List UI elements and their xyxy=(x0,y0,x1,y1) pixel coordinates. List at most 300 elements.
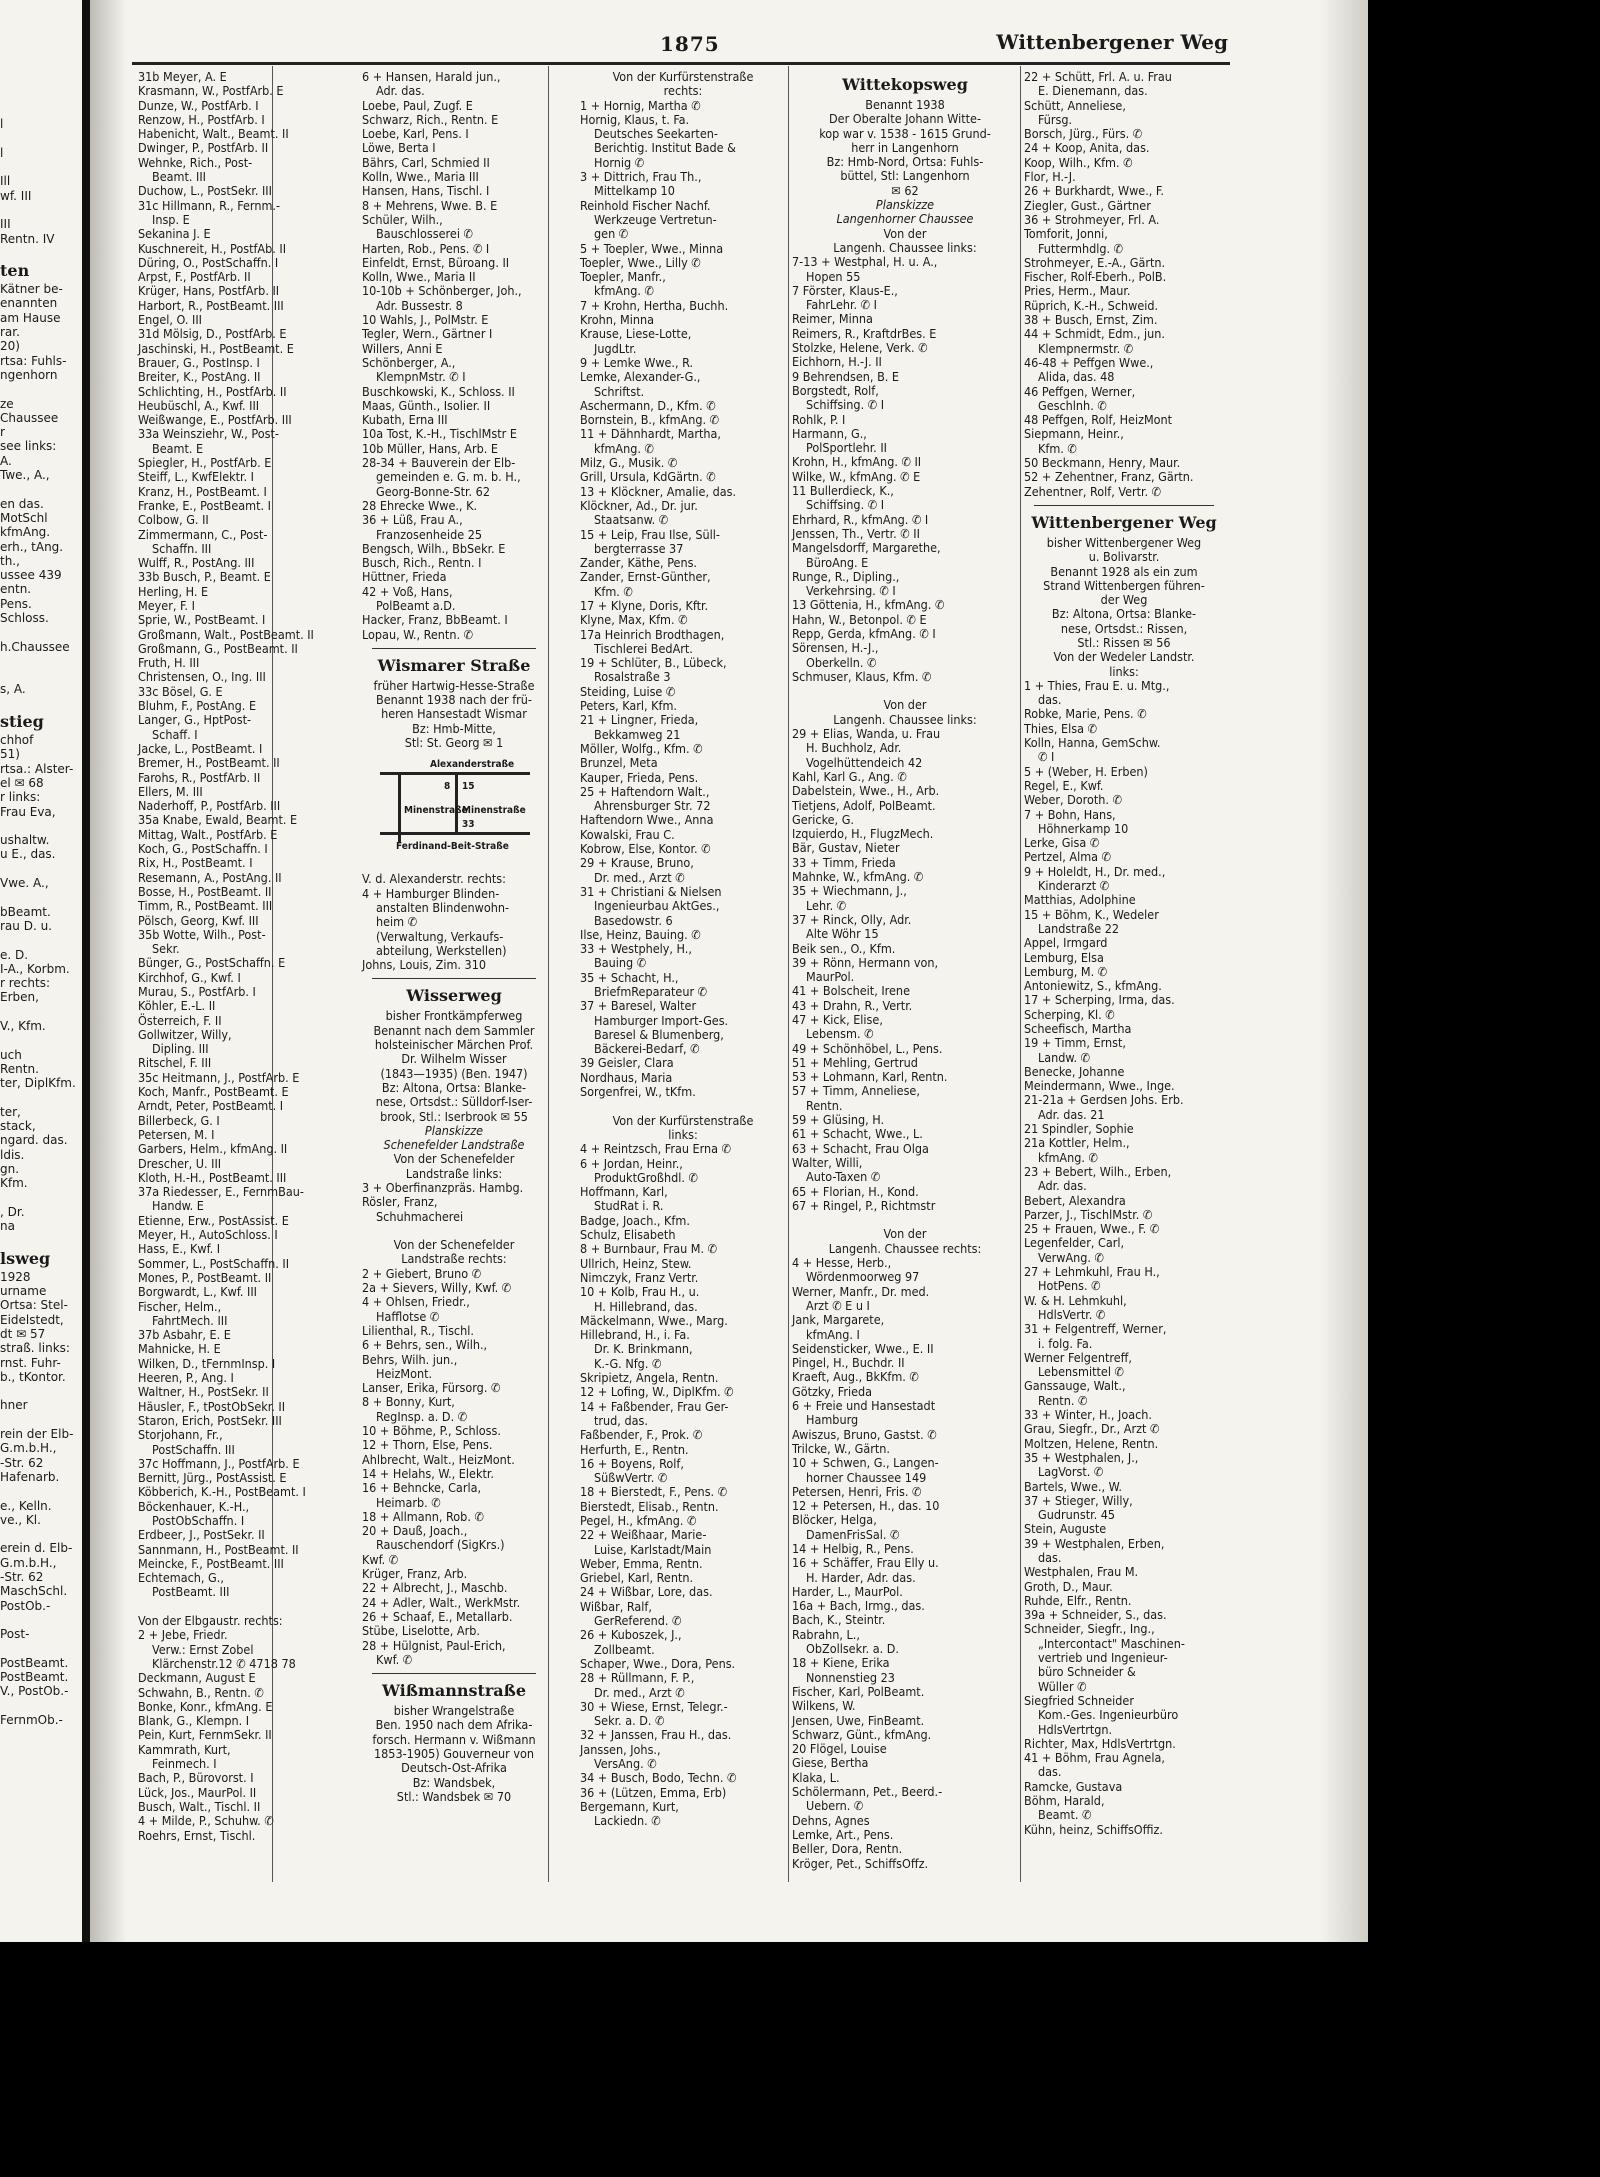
directory-entry: Zimmermann, C., Post- xyxy=(138,526,268,542)
intro-line: büttel, Stl: Langenhorn xyxy=(840,168,970,184)
entry-continuation: bergterrasse 37 xyxy=(594,540,684,556)
directory-entry: 25 + Frauen, Wwe., F. ✆ xyxy=(1024,1221,1160,1237)
directory-entry: Roehrs, Ernst, Tischl. xyxy=(138,1827,256,1843)
directory-entry: 16 + Behncke, Carla, xyxy=(362,1480,482,1496)
directory-entry: 28-34 + Bauverein der Elb- xyxy=(362,455,516,471)
directory-entry: Schwarz, Rich., Rentn. E xyxy=(362,111,499,127)
directory-entry: 24 + Adler, Walt., WerkMstr. xyxy=(362,1594,521,1610)
entry-continuation: Mittelkamp 10 xyxy=(594,183,675,199)
directory-entry: Heubüschl, A., Kwf. III xyxy=(138,397,260,413)
directory-entry: 10b Müller, Hans, Arb. E xyxy=(362,440,498,456)
directory-entry: Kirchhof, G., Kwf. I xyxy=(138,969,241,985)
intro-line: bisher Frontkämpferweg xyxy=(385,1008,523,1024)
directory-entry: 17 + Klyne, Doris, Kftr. xyxy=(580,597,709,613)
directory-entry: Wißbar, Ralf, xyxy=(580,1598,652,1614)
directory-entry: Stübe, Liselotte, Arb. xyxy=(362,1623,480,1639)
entry-continuation: PolBeamt a.D. xyxy=(376,597,456,613)
entry-continuation: Verw.: Ernst Zobel xyxy=(152,1641,254,1657)
section-label: Langenh. Chaussee links: xyxy=(833,711,977,727)
directory-entry: Colbow, G. II xyxy=(138,512,209,528)
entry-continuation: Insp. E xyxy=(152,211,190,227)
directory-entry: 43 + Drahn, R., Vertr. xyxy=(792,997,913,1013)
margin-fragment xyxy=(0,1484,82,1498)
margin-fragment: Pens. xyxy=(0,596,32,611)
directory-entry: Brunzel, Meta xyxy=(580,755,658,771)
directory-entry: Klaka, L. xyxy=(792,1769,840,1785)
margin-fragment: Rentn. IV xyxy=(0,231,55,246)
intro-line: Deutsch-Ost-Afrika xyxy=(401,1760,507,1776)
margin-fragment: bBeamt. xyxy=(0,904,51,919)
margin-fragment: th., xyxy=(0,553,20,568)
directory-entry: Wehnke, Rich., Post- xyxy=(138,154,253,170)
section-label: Langenh. Chaussee links: xyxy=(833,239,977,255)
entry-continuation: kfmAng. ✆ xyxy=(594,283,654,299)
column-2 xyxy=(362,70,546,1882)
directory-entry: Benecke, Johanne xyxy=(1024,1063,1125,1079)
column-5-entries xyxy=(1024,70,1224,499)
entry-continuation: kfmAng. ✆ xyxy=(1038,1149,1098,1165)
entry-continuation: RegInsp. a. D. ✆ xyxy=(376,1408,468,1424)
directory-entry: Timm, R., PostBeamt. III xyxy=(138,898,273,914)
directory-entry: Peters, Karl, Kfm. xyxy=(580,698,677,714)
directory-entry: Farohs, R., PostfArb. II xyxy=(138,769,261,785)
directory-entry: 10 + Kolb, Frau H., u. xyxy=(580,1284,700,1300)
directory-entry: 1 + Thies, Frau E. u. Mtg., xyxy=(1024,677,1170,693)
directory-entry: 41 + Bolscheit, Irene xyxy=(792,983,910,999)
margin-fragment xyxy=(0,1527,82,1541)
entry-continuation: Hafflotse ✆ xyxy=(376,1308,440,1324)
margin-fragment: b., tKontor. xyxy=(0,1369,66,1384)
directory-entry: 21a Kottler, Helm., xyxy=(1024,1135,1130,1151)
directory-entry: 14 + Faßbender, Frau Ger- xyxy=(580,1398,729,1414)
margin-fragment: Schloss. xyxy=(0,610,49,625)
directory-entry: W. & H. Lehmkuhl, xyxy=(1024,1292,1127,1308)
section-label: Von der Wedeler Landstr. xyxy=(1053,649,1195,665)
intro-line: Benannt 1928 als ein zum xyxy=(1050,563,1198,579)
entry-continuation: Ahrensburger Str. 72 xyxy=(594,798,711,814)
directory-entry: 3 + Oberfinanzpräs. Hambg. xyxy=(362,1180,524,1195)
street-heading-wismarer: Wismarer Straße xyxy=(377,655,531,675)
intro-line: heren Hansestadt Wismar xyxy=(381,706,527,722)
margin-fragment xyxy=(0,1191,82,1205)
entry-continuation: Staatsanw. ✆ xyxy=(594,512,669,528)
margin-fragment: PostBeamt. xyxy=(0,1670,69,1685)
wismarer-street-sketch xyxy=(370,756,538,866)
margin-fragment xyxy=(0,89,82,103)
intro-line: forsch. Hermann v. Wißmann xyxy=(372,1731,536,1747)
directory-entry: 35c Heitmann, J., PostfArb. E xyxy=(138,1069,300,1085)
directory-entry: Bernitt, Jürg., PostAssist. E xyxy=(138,1470,287,1486)
directory-entry: Tietjens, Adolf, PolBeamt. xyxy=(792,797,936,813)
directory-entry: Appel, Irmgard xyxy=(1024,935,1108,951)
margin-fragment xyxy=(0,482,82,496)
directory-entry: Maas, Günth., Isolier. II xyxy=(362,397,491,413)
directory-entry: 18 + Kiene, Erika xyxy=(792,1655,890,1671)
margin-fragment: ldis. xyxy=(0,1147,25,1162)
directory-entry: Harbort, R., PostBeamt. III xyxy=(138,297,284,313)
entry-continuation: Dr. med., Arzt ✆ xyxy=(594,1684,685,1700)
directory-entry: Johns, Louis, Zim. 310 xyxy=(362,957,487,973)
wismarer-entries xyxy=(362,872,546,972)
directory-entry: Fischer, Karl, PolBeamt. xyxy=(792,1683,925,1699)
directory-entry: Lerke, Gisa ✆ xyxy=(1024,835,1100,851)
directory-entry: Götzky, Frieda xyxy=(792,1383,873,1399)
entry-continuation: Auto-Taxen ✆ xyxy=(806,1169,881,1185)
page-shadow xyxy=(90,0,126,1942)
directory-entry: Mahnke, W., kfmAng. ✆ xyxy=(792,869,924,885)
directory-entry: 46-48 + Peffgen Wwe., xyxy=(1024,354,1154,370)
entry-continuation: H. Harder, Adr. das. xyxy=(806,1569,916,1585)
directory-entry: Loebe, Paul, Zugf. E xyxy=(362,97,473,113)
intro-line: Stl.: Wandsbek ✉ 70 xyxy=(396,1788,512,1804)
directory-entry: Schwarz, Günt., kfmAng. xyxy=(792,1726,932,1742)
directory-entry: 13 Göttenia, H., kfmAng. ✆ xyxy=(792,597,945,613)
directory-entry: 33 + Westphely, H., xyxy=(580,941,692,957)
directory-entry: Parzer, J., TischlMstr. ✆ xyxy=(1024,1206,1153,1222)
directory-entry: Bosse, H., PostBeamt. II xyxy=(138,883,272,899)
entry-continuation: Bauschlosserei ✆ xyxy=(376,226,473,242)
directory-entry: Arndt, Peter, PostBeamt. I xyxy=(138,1098,284,1114)
directory-entry: Kranz, H., PostBeamt. I xyxy=(138,483,267,499)
margin-fragment xyxy=(0,654,82,668)
street-heading-wisserweg: Wisserweg xyxy=(406,986,502,1006)
margin-fragment: gn. xyxy=(0,1161,20,1176)
scan-border-bottom xyxy=(0,1942,1368,2177)
column-divider xyxy=(1020,66,1021,1882)
directory-entry: 24 + Wißbar, Lore, das. xyxy=(580,1584,713,1600)
directory-entry: 10 Wahls, J., PolMstr. E xyxy=(362,312,489,328)
margin-fragment: Post- xyxy=(0,1627,30,1642)
wittenbergener-entries xyxy=(1024,650,1224,1837)
directory-entry: Klyne, Max, Kfm. ✆ xyxy=(580,612,688,628)
entry-continuation: Schuhmacherei xyxy=(376,1208,464,1224)
intro-line: kop war v. 1538 - 1615 Grund- xyxy=(819,125,991,141)
directory-entry: Petersen, Henri, Fris. ✆ xyxy=(792,1483,922,1499)
directory-entry: Schüler, Wilh., xyxy=(362,211,443,227)
directory-entry: Brauer, G., PostInsp. I xyxy=(138,354,260,370)
margin-fragment xyxy=(0,60,82,74)
directory-entry: Zander, Käthe, Pens. xyxy=(580,555,698,571)
directory-entry: 2 + Jebe, Friedr. xyxy=(138,1627,228,1643)
entry-continuation: Bäckerei-Bedarf, ✆ xyxy=(594,1041,700,1057)
column-1 xyxy=(138,69,314,1882)
directory-entry: Repp, Gerda, kfmAng. ✆ I xyxy=(792,625,936,641)
entry-continuation: PostObSchaffn. I xyxy=(152,1512,245,1528)
directory-entry: Eichhorn, H.-J. II xyxy=(792,354,882,370)
directory-entry: Echtemach, G., xyxy=(138,1570,224,1586)
directory-entry: Storjohann, Fr., xyxy=(138,1427,223,1443)
margin-fragment: Erben, xyxy=(0,990,39,1005)
directory-entry: Haftendorn Wwe., Anna xyxy=(580,812,714,828)
directory-entry: 16a + Bach, Irmg., das. xyxy=(792,1598,925,1614)
entry-continuation: VersAng. ✆ xyxy=(594,1756,657,1772)
directory-entry: Herling, H. E xyxy=(138,583,209,599)
directory-entry: Bebert, Alexandra xyxy=(1024,1192,1126,1208)
section-label: Von der Schenefelder xyxy=(393,1151,515,1167)
entry-continuation: JugdLtr. xyxy=(594,340,637,356)
section-label: links: xyxy=(668,1126,698,1142)
column-divider xyxy=(788,66,789,1882)
entry-continuation: BriefmReparateur ✆ xyxy=(594,984,708,999)
directory-entry: 59 + Glüsing, H. xyxy=(792,1112,885,1128)
entry-continuation: das. xyxy=(1038,692,1062,708)
directory-entry: Bährs, Carl, Schmied II xyxy=(362,154,490,170)
directory-entry: 3 + Dittrich, Frau Th., xyxy=(580,169,702,185)
directory-entry: Koop, Wilh., Kfm. ✆ xyxy=(1024,154,1133,170)
street-heading: ten xyxy=(0,261,30,281)
entry-continuation: Lackiedn. ✆ xyxy=(594,1813,661,1829)
directory-entry: 51 + Mehling, Gertrud xyxy=(792,1054,918,1070)
directory-entry: 39 + Rönn, Hermann von, xyxy=(792,954,939,970)
directory-entry: Häusler, F., tPostObSekr. II xyxy=(138,1398,286,1414)
margin-fragment: G.m.b.H., xyxy=(0,1441,57,1456)
entry-continuation: Kom.-Ges. Ingenieurbüro xyxy=(1038,1707,1179,1723)
directory-entry: Krohn, Minna xyxy=(580,312,654,328)
entry-continuation: Schiffsing. ✆ I xyxy=(806,497,885,513)
directory-entry: 9 + Holeldt, H., Dr. med., xyxy=(1024,863,1166,879)
directory-entry: Bonke, Konr., kfmAng. E xyxy=(138,1698,273,1714)
section-label: Langenh. Chaussee rechts: xyxy=(828,1240,982,1256)
column-5 xyxy=(1024,70,1224,1882)
entry-continuation: heim ✆ xyxy=(376,914,418,930)
directory-entry: 18 + Allmann, Rob. ✆ xyxy=(362,1508,484,1524)
directory-entry: 10-10b + Schönberger, Joh., xyxy=(362,283,522,299)
directory-entry: 6 + Hansen, Harald jun., xyxy=(362,69,501,84)
directory-entry: 28 Ehrecke Wwe., K. xyxy=(362,497,478,513)
margin-fragment: r xyxy=(0,425,5,440)
entry-continuation: Hamburger Import-Ges. xyxy=(594,1012,729,1028)
map-house-number: 8 xyxy=(444,781,451,793)
margin-fragment xyxy=(0,1005,82,1019)
directory-entry: Runge, R., Dipling., xyxy=(792,568,900,584)
directory-entry: Ilse, Heinz, Bauing. ✆ xyxy=(580,926,701,942)
wismarer-intro xyxy=(362,679,546,750)
directory-entry: Jaschinski, H., PostBeamt. E xyxy=(138,340,294,356)
directory-entry: Robke, Marie, Pens. ✆ xyxy=(1024,706,1147,722)
directory-entry: 10 + Böhme, P., Schloss. xyxy=(362,1423,501,1439)
intro-line: Bz: Altona, Ortsa: Blanke- xyxy=(1051,606,1197,622)
directory-entry: Jenssen, Th., Vertr. ✆ II xyxy=(792,525,920,541)
sketch-note: Planskizze xyxy=(875,197,935,213)
directory-entry: Weber, Emma, Rentn. xyxy=(580,1555,703,1571)
entry-continuation: Landstraße 22 xyxy=(1038,920,1120,936)
directory-entry: Sprie, W., PostBeamt. I xyxy=(138,612,266,628)
directory-entry: Bengsch, Wilh., BbSekr. E xyxy=(362,540,506,556)
margin-fragment: ter, xyxy=(0,1104,21,1119)
margin-fragment: MaschSchl. xyxy=(0,1584,68,1599)
directory-entry: Schaper, Wwe., Dora, Pens. xyxy=(580,1655,736,1671)
intro-line: nese, Ortsdst.: Rissen, xyxy=(1060,620,1188,636)
directory-entry: 37a Riedesser, E., FernmBau- xyxy=(138,1184,304,1200)
entry-continuation: Berichtig. Institut Bade & xyxy=(594,140,736,156)
directory-entry: 52 + Zehentner, Franz, Gärtn. xyxy=(1024,469,1194,485)
directory-entry: Kwf. ✆ xyxy=(362,1551,399,1567)
entry-continuation: Höhnerkamp 10 xyxy=(1038,820,1129,836)
margin-fragment: l xyxy=(0,145,4,160)
directory-entry: Thies, Elsa ✆ xyxy=(1024,720,1098,736)
street-heading: stieg xyxy=(0,712,44,732)
margin-fragment: urname xyxy=(0,1284,47,1299)
margin-fragment: hner xyxy=(0,1398,28,1413)
directory-entry: Scherping, Kl. ✆ xyxy=(1024,1006,1115,1022)
directory-entry: 48 Peffgen, Rolf, HeizMont xyxy=(1024,412,1173,428)
directory-entry: Schulz, Elisabeth xyxy=(580,1227,676,1243)
entry-continuation: Klempnermstr. ✆ xyxy=(1038,340,1134,356)
directory-entry: 2 + Giebert, Bruno ✆ xyxy=(362,1265,482,1281)
directory-entry: 37b Asbahr, E. E xyxy=(138,1327,231,1343)
entry-continuation: i. folg. Fa. xyxy=(1038,1335,1093,1351)
entry-continuation: Lebensm. ✆ xyxy=(806,1026,874,1042)
entry-continuation: Hamburg xyxy=(806,1412,859,1428)
entry-continuation: Arzt ✆ E u I xyxy=(806,1297,870,1313)
directory-entry: Westphalen, Frau M. xyxy=(1024,1564,1139,1580)
entry-continuation: Rosalstraße 3 xyxy=(594,669,671,685)
page-gutter xyxy=(82,0,90,1942)
intro-line: Strand Wittenbergen führen- xyxy=(1043,577,1205,593)
entry-continuation: LagVorst. ✆ xyxy=(1038,1464,1104,1480)
directory-entry: 49 + Schönhöbel, L., Pens. xyxy=(792,1040,943,1056)
margin-fragment xyxy=(0,160,82,174)
directory-entry: Rüprich, K.-H., Schweid. xyxy=(1024,297,1159,313)
directory-entry: Rabrahn, L., xyxy=(792,1626,860,1642)
directory-entry: 36 + Lüß, Frau A., xyxy=(362,512,463,528)
directory-entry: Beller, Dora, Rentn. xyxy=(792,1841,903,1857)
directory-entry: Staron, Erich, PostSekr. III xyxy=(138,1412,282,1428)
directory-entry: 41 + Böhm, Frau Agnela, xyxy=(1024,1750,1165,1766)
directory-entry: Wilke, W., kfmAng. ✆ E xyxy=(792,468,921,484)
directory-entry: Faßbender, F., Prok. ✆ xyxy=(580,1427,703,1443)
column-3 xyxy=(580,70,786,1882)
margin-fragment xyxy=(0,74,82,88)
directory-entry: Flor, H.-J. xyxy=(1024,169,1076,185)
directory-entry: 35a Knabe, Ewald, Beamt. E xyxy=(138,812,298,828)
entry-continuation: ObZollsekr. a. D. xyxy=(806,1641,899,1657)
directory-entry: Dwinger, P., PostfArb. II xyxy=(138,140,269,156)
running-street-name: Wittenbergener Weg xyxy=(996,30,1228,54)
directory-entry: 19 + Schlüter, B., Lübeck, xyxy=(580,655,727,671)
directory-entry: Jank, Margarete, xyxy=(792,1312,885,1328)
entry-continuation: Basedowstr. 6 xyxy=(594,912,673,928)
directory-entry: 67 + Ringel, P., Richtmstr xyxy=(792,1197,936,1213)
directory-entry: 10 + Schwen, G., Langen- xyxy=(792,1455,939,1471)
margin-fragment: -Str. 62 xyxy=(0,1455,44,1470)
entry-continuation: Fürsg. xyxy=(1038,111,1073,127)
directory-entry: Düring, O., PostSchaffn. I xyxy=(138,254,279,270)
entry-continuation: Zollbeamt. xyxy=(594,1641,655,1657)
sketch-note: Planskizze xyxy=(424,1122,484,1138)
entry-continuation: Nonnenstieg 23 xyxy=(806,1669,895,1685)
directory-entry: 8 + Burnbaur, Frau M. ✆ xyxy=(580,1241,718,1257)
wittekopsweg-intro xyxy=(792,98,1018,198)
street-heading-wittenbergener: Wittenbergener Weg xyxy=(1031,512,1217,532)
page-number: 1875 xyxy=(660,32,720,56)
directory-entry: Werner Felgentreff, xyxy=(1024,1349,1132,1365)
directory-entry: Bergemann, Kurt, xyxy=(580,1798,679,1814)
directory-entry: 15 + Böhm, K., Wedeler xyxy=(1024,906,1159,922)
directory-entry: Giese, Bertha xyxy=(792,1755,869,1771)
margin-fragment xyxy=(0,862,82,876)
directory-entry: Kahl, Karl G., Ang. ✆ xyxy=(792,768,907,784)
directory-entry: Hahn, W., Betonpol. ✆ E xyxy=(792,611,927,627)
entry-continuation: trud, das. xyxy=(594,1412,648,1428)
directory-entry: 46 Peffgen, Werner, xyxy=(1024,383,1136,399)
entry-continuation: K.-G. Nfg. ✆ xyxy=(594,1355,662,1371)
margin-fragment xyxy=(0,625,82,639)
directory-entry: 4 + Hamburger Blinden- xyxy=(362,885,500,901)
entry-continuation: kfmAng. I xyxy=(806,1326,860,1342)
directory-entry: Fruth, H. III xyxy=(138,655,200,671)
directory-entry: Koch, Manfr., PostBeamt. E xyxy=(138,1084,289,1100)
directory-entry: 1 + Hornig, Martha ✆ xyxy=(580,97,701,113)
margin-fragment xyxy=(0,103,82,117)
section-rule xyxy=(372,978,536,979)
directory-entry: 50 Beckmann, Henry, Maur. xyxy=(1024,455,1181,471)
street-heading-wissmann: Wißmannstraße xyxy=(381,1681,526,1701)
directory-entry: 44 + Schmidt, Edm., jun. xyxy=(1024,326,1165,342)
directory-entry: Milz, G., Musik. ✆ xyxy=(580,455,678,471)
directory-entry: 31d Mölsig, D., PostfArb. E xyxy=(138,326,287,342)
directory-entry: Böckenhauer, K.-H., xyxy=(138,1498,250,1514)
directory-entry: Stolzke, Helene, Verk. ✆ xyxy=(792,340,928,356)
directory-entry: Renzow, H., PostfArb. I xyxy=(138,111,265,127)
directory-entry: 26 + Schaaf, E., Metallarb. xyxy=(362,1608,513,1624)
directory-entry: Meindermann, Wwe., Inge. xyxy=(1024,1078,1175,1094)
directory-entry: 4 + Reintzsch, Frau Erna ✆ xyxy=(580,1141,732,1157)
directory-entry: 20 + Dauß, Joach., xyxy=(362,1523,468,1539)
directory-entry: Harder, L., MaurPol. xyxy=(792,1583,903,1599)
entry-continuation: büro Schneider & xyxy=(1038,1664,1136,1680)
margin-fragment: Ill xyxy=(0,174,11,189)
entry-continuation: Bauing ✆ xyxy=(594,955,647,971)
margin-fragment: rein der Elb- xyxy=(0,1427,74,1442)
directory-entry: Dabelstein, Wwe., H., Arb. xyxy=(792,783,940,799)
entry-continuation: Adr. das. xyxy=(1038,1178,1087,1194)
directory-entry: Stein, Auguste xyxy=(1024,1521,1107,1537)
directory-entry: 36 + Strohmeyer, Frl. A. xyxy=(1024,211,1160,227)
margin-fragment: erh., tAng. xyxy=(0,539,64,554)
directory-entry: 57 + Timm, Anneliese, xyxy=(792,1083,920,1099)
margin-fragment: V., PostOb.- xyxy=(0,1684,69,1699)
directory-entry: Garbers, Helm., kfmAng. II xyxy=(138,1141,288,1157)
intro-line: holsteinischer Märchen Prof. xyxy=(374,1037,534,1053)
entry-continuation: Landw. ✆ xyxy=(1038,1049,1091,1065)
directory-entry: Naderhoff, P., PostfArb. III xyxy=(138,798,281,814)
directory-entry: Schlichting, H., PostfArb. II xyxy=(138,383,287,399)
directory-entry: Hacker, Franz, BbBeamt. I xyxy=(362,612,508,628)
directory-entry: Kowalski, Frau C. xyxy=(580,826,675,842)
directory-entry: Ehrhard, R., kfmAng. ✆ I xyxy=(792,511,929,527)
directory-entry: Ellers, M. III xyxy=(138,783,203,799)
directory-entry: Krüger, Hans, PostfArb. II xyxy=(138,283,280,299)
directory-entry: Koch, G., PostSchaffn. I xyxy=(138,841,268,857)
margin-fragment xyxy=(0,1413,82,1427)
map-label-bottom: Ferdinand-Beit-Straße xyxy=(396,841,509,853)
directory-entry: Krohn, H., kfmAng. ✆ II xyxy=(792,454,922,470)
intro-line: Benannt 1938 nach der frü- xyxy=(376,692,532,708)
directory-entry: Bierstedt, Elisab., Rentn. xyxy=(580,1498,719,1514)
directory-entry: Krause, Liese-Lotte, xyxy=(580,326,692,342)
entry-continuation: „Intercontact" Maschinen- xyxy=(1038,1635,1185,1651)
margin-fragment: PostBeamt. xyxy=(0,1655,69,1670)
margin-fragment xyxy=(0,819,82,833)
margin-fragment: el ✉ 68 xyxy=(0,775,44,790)
margin-fragment: ter, DiplKfm. xyxy=(0,1076,76,1091)
directory-entry: Kolln, Wwe., Maria III xyxy=(362,169,479,185)
directory-entry: 53 + Lohmann, Karl, Rentn. xyxy=(792,1069,948,1085)
street-heading: lsweg xyxy=(0,1248,51,1268)
directory-entry: Matthias, Adolphine xyxy=(1024,892,1136,908)
directory-entry: Gollwitzer, Willy, xyxy=(138,1026,232,1042)
